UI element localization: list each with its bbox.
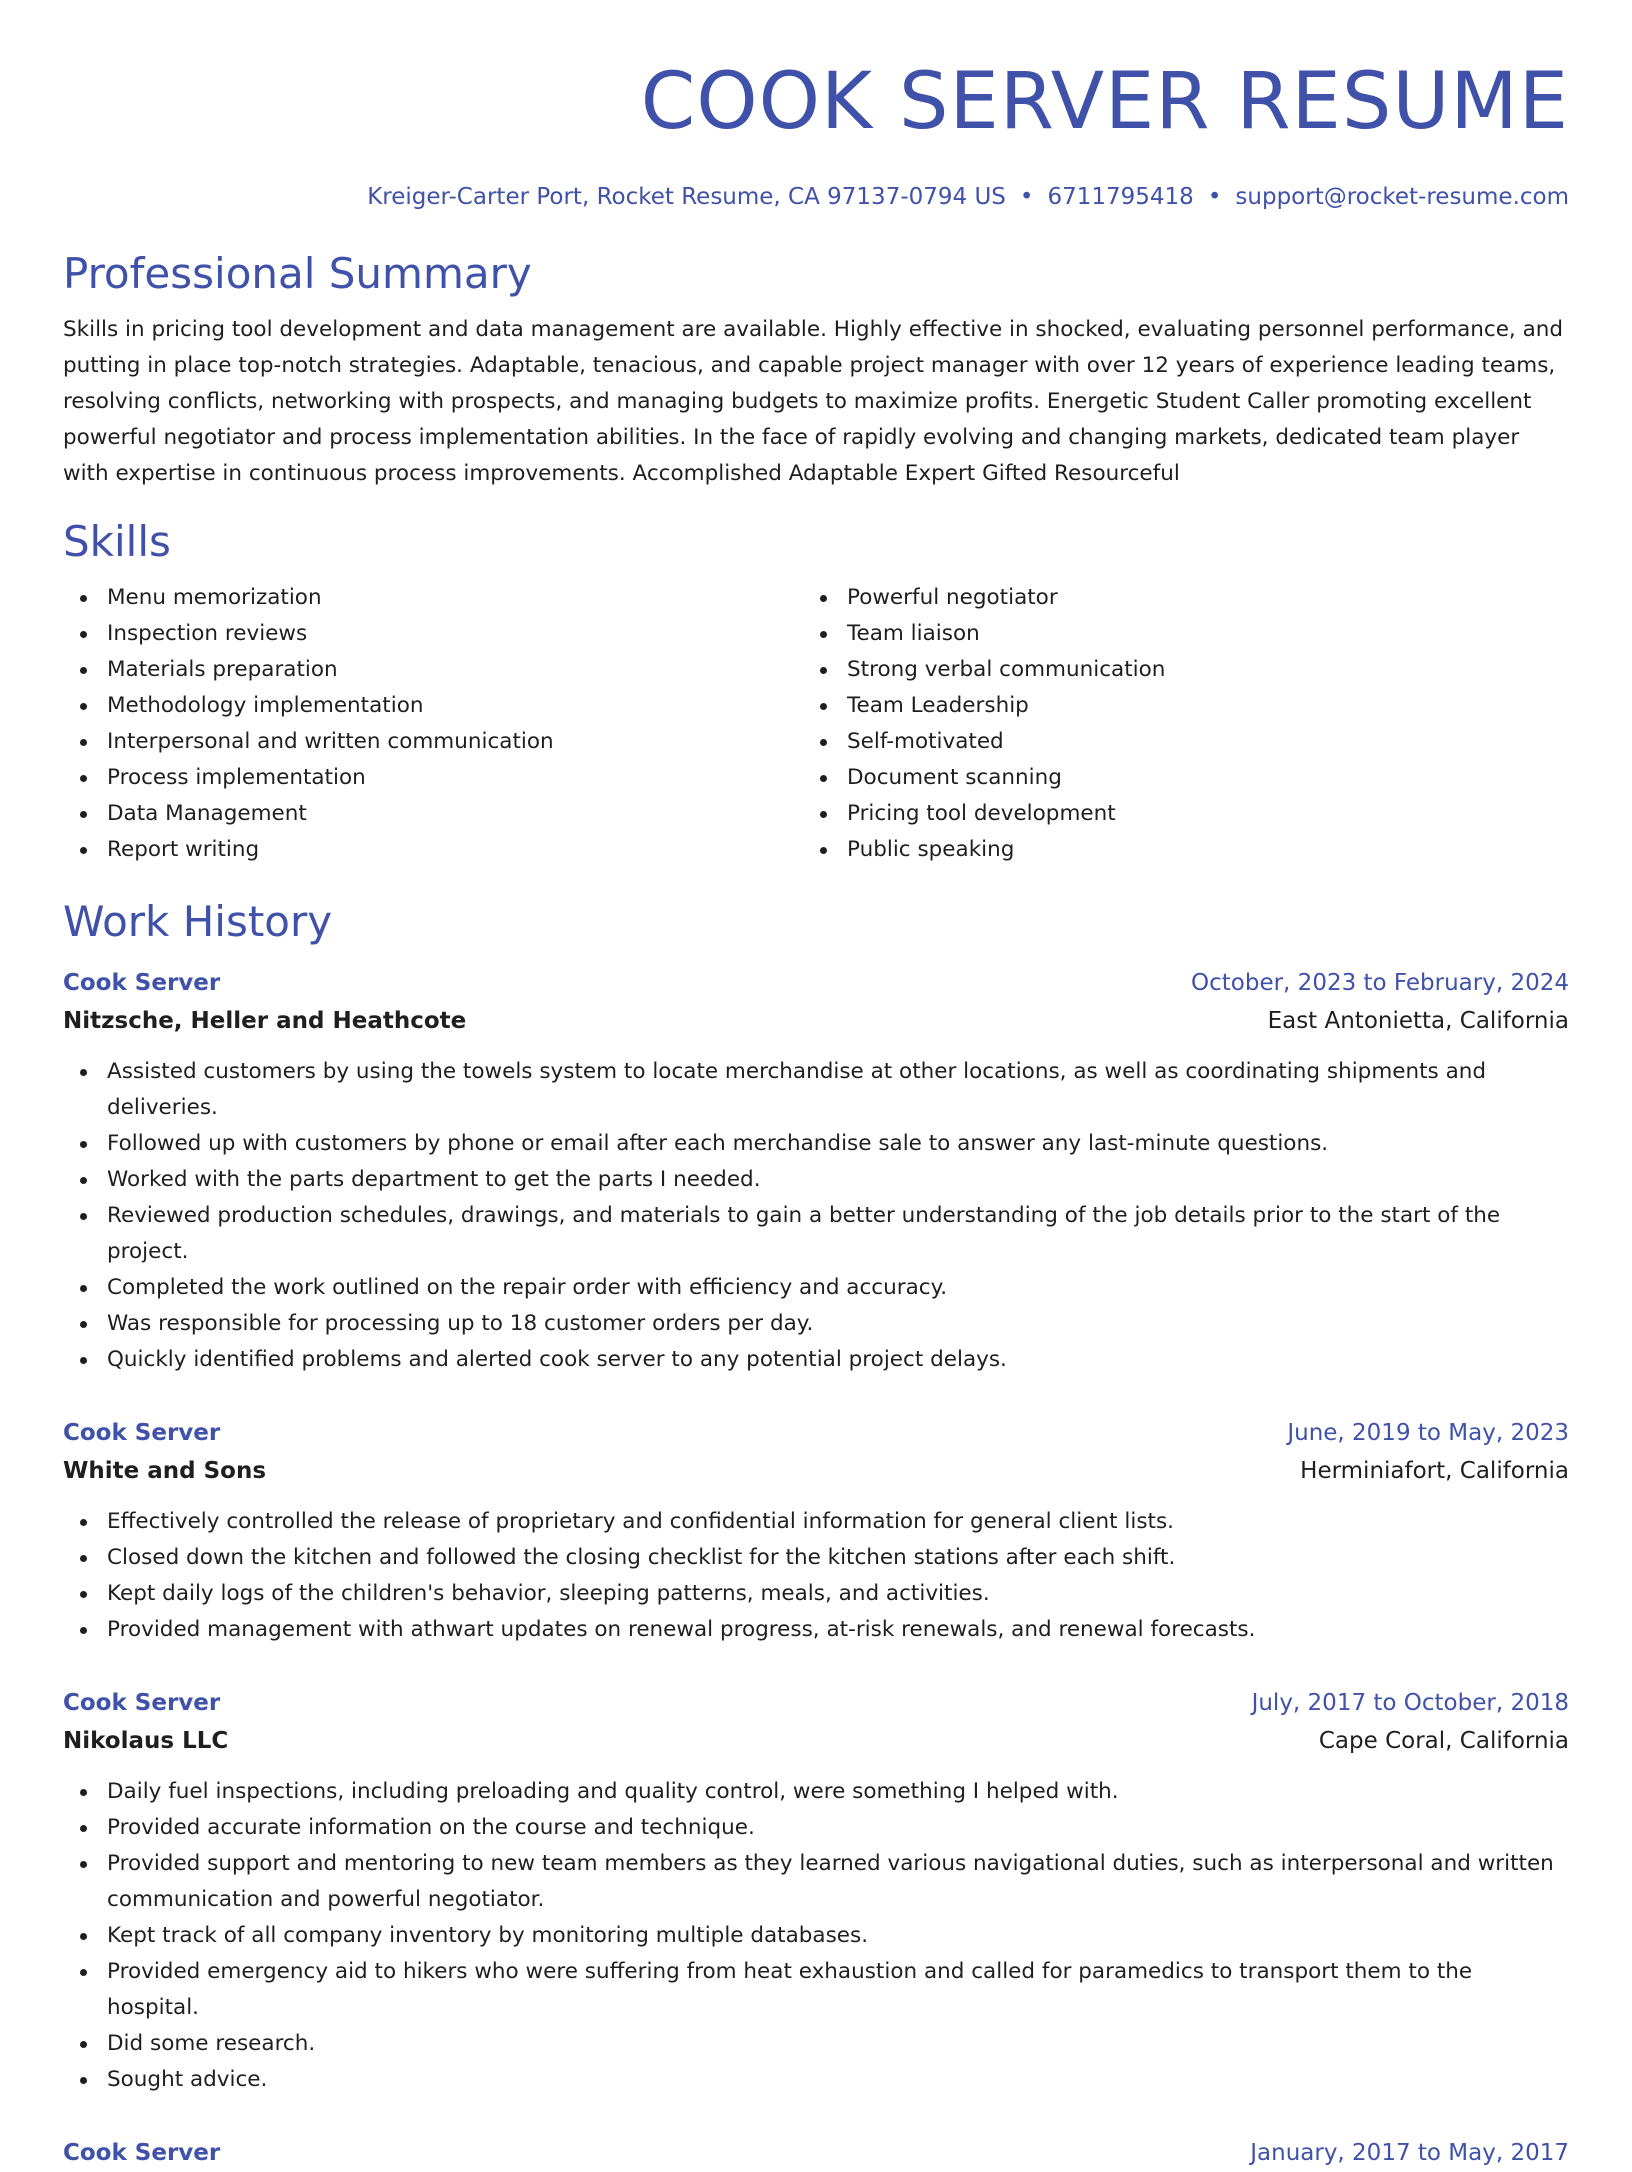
- skill-item: Strong verbal communication: [803, 652, 1543, 688]
- job-duties: [63, 1054, 1569, 1378]
- skill-item: Inspection reviews: [63, 616, 803, 652]
- job-location: Herminiafort, California: [1300, 1458, 1569, 1484]
- duty-item: Daily fuel inspections, including preloading and quality control, were something I helped with.: [63, 1774, 1569, 1810]
- duty-item: Did some research.: [63, 2026, 1569, 2062]
- skill-item: Materials preparation: [63, 652, 803, 688]
- skills-column-left: [63, 580, 803, 868]
- job-title: Cook Server: [63, 1690, 221, 1716]
- skill-item: Interpersonal and written communication: [63, 724, 803, 760]
- skills-list: [63, 580, 1569, 868]
- job-duties: [63, 1774, 1569, 2098]
- job-entry: [63, 964, 1569, 1378]
- contact-phone: 6711795418: [1047, 184, 1194, 210]
- job-header: [63, 964, 1569, 1002]
- job-employer-row: [63, 1002, 1569, 1040]
- skill-item: Data Management: [63, 796, 803, 832]
- duty-item: Kept track of all company inventory by monitoring multiple databases.: [63, 1918, 1569, 1954]
- job-entry: [63, 1414, 1569, 1648]
- skill-item: Powerful negotiator: [803, 580, 1543, 616]
- contact-address: Kreiger-Carter Port, Rocket Resume, CA 97137-0794 US: [367, 184, 1006, 210]
- skills-column-right: [803, 580, 1543, 868]
- job-dates: October, 2023 to February, 2024: [1191, 970, 1569, 996]
- duty-item: Provided support and mentoring to new team members as they learned various navigational duties, such as interpersonal and written communication and powerful negotiator.: [63, 1846, 1569, 1918]
- duty-item: Assisted customers by using the towels system to locate merchandise at other locations, as well as coordinating shipments and deliveries.: [63, 1054, 1569, 1126]
- skill-item: Public speaking: [803, 832, 1543, 868]
- job-title: Cook Server: [63, 2140, 221, 2166]
- resume-title: COOK SERVER RESUME: [640, 57, 1569, 147]
- job-title: Cook Server: [63, 1420, 221, 1446]
- duty-item: Effectively controlled the release of proprietary and confidential information for general client lists.: [63, 1504, 1569, 1540]
- duty-item: Provided management with athwart updates on renewal progress, at-risk renewals, and renewal forecasts.: [63, 1612, 1569, 1648]
- summary-heading: Professional Summary: [63, 249, 532, 298]
- duty-item: Closed down the kitchen and followed the closing checklist for the kitchen stations after each shift.: [63, 1540, 1569, 1576]
- job-header: [63, 2134, 1569, 2172]
- contact-separator: •: [1019, 184, 1034, 210]
- skill-item: Pricing tool development: [803, 796, 1543, 832]
- skill-item: Team liaison: [803, 616, 1543, 652]
- skill-item: Process implementation: [63, 760, 803, 796]
- duty-item: Provided emergency aid to hikers who were suffering from heat exhaustion and called for paramedics to transport them to the hospital.: [63, 1954, 1569, 2026]
- duty-item: Provided accurate information on the course and technique.: [63, 1810, 1569, 1846]
- duty-item: Was responsible for processing up to 18 customer orders per day.: [63, 1306, 1569, 1342]
- job-entry: [63, 2134, 1569, 2172]
- job-dates: January, 2017 to May, 2017: [1250, 2140, 1569, 2166]
- contact-line: [63, 184, 1569, 210]
- job-location: Cape Coral, California: [1318, 1728, 1569, 1754]
- job-company: Nikolaus LLC: [63, 1728, 229, 1754]
- duty-item: Followed up with customers by phone or email after each merchandise sale to answer any last-minute questions.: [63, 1126, 1569, 1162]
- summary-text: Skills in pricing tool development and data management are available. Highly effective in shocked, evaluating personnel performance, and putting in place top-notch strategies. Adaptable, tenacious, and capable project manager with over 12 years of experience leading teams, resolving conflicts, networking with prospects, and managing budgets to maximize profits. Energetic Student Caller promoting excellent powerful negotiator and process implementation abilities. In the face of rapidly evolving and changing markets, dedicated team player with expertise in continuous process improvements. Accomplished Adaptable Expert Gifted Resourceful: [63, 317, 1564, 486]
- duty-item: Reviewed production schedules, drawings, and materials to gain a better understanding of the job details prior to the start of the project.: [63, 1198, 1569, 1270]
- skill-item: Document scanning: [803, 760, 1543, 796]
- duty-item: Completed the work outlined on the repair order with efficiency and accuracy.: [63, 1270, 1569, 1306]
- job-dates: June, 2019 to May, 2023: [1287, 1420, 1569, 1446]
- job-employer-row: [63, 1452, 1569, 1490]
- skill-item: Team Leadership: [803, 688, 1543, 724]
- job-dates: July, 2017 to October, 2018: [1251, 1690, 1569, 1716]
- skill-item: Methodology implementation: [63, 688, 803, 724]
- job-employer-row: [63, 1722, 1569, 1760]
- skills-heading: Skills: [63, 517, 171, 566]
- job-header: [63, 1414, 1569, 1452]
- skill-item: Self-motivated: [803, 724, 1543, 760]
- contact-email: support@rocket-resume.com: [1235, 184, 1569, 210]
- job-title: Cook Server: [63, 970, 221, 996]
- job-company: Nitzsche, Heller and Heathcote: [63, 1008, 467, 1034]
- job-company: White and Sons: [63, 1458, 267, 1484]
- duty-item: Quickly identified problems and alerted cook server to any potential project delays.: [63, 1342, 1569, 1378]
- duty-item: Kept daily logs of the children's behavior, sleeping patterns, meals, and activities.: [63, 1576, 1569, 1612]
- job-header: [63, 1684, 1569, 1722]
- contact-separator: •: [1207, 184, 1222, 210]
- skill-item: Report writing: [63, 832, 803, 868]
- job-entry: [63, 1684, 1569, 2098]
- duty-item: Worked with the parts department to get the parts I needed.: [63, 1162, 1569, 1198]
- job-location: East Antonietta, California: [1267, 1008, 1569, 1034]
- work-history-heading: Work History: [63, 897, 333, 946]
- job-duties: [63, 1504, 1569, 1648]
- skill-item: Menu memorization: [63, 580, 803, 616]
- duty-item: Sought advice.: [63, 2062, 1569, 2098]
